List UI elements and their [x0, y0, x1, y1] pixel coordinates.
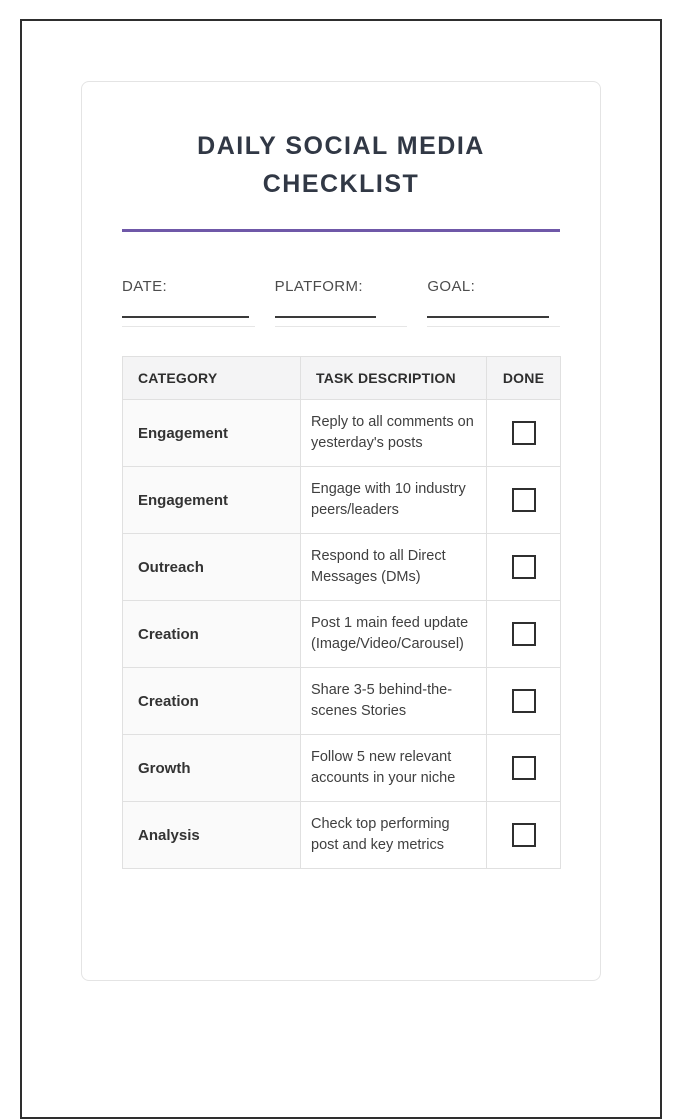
- category-cell: Creation: [123, 601, 301, 668]
- task-cell: Check top performing post and key metrics: [301, 802, 487, 869]
- done-checkbox[interactable]: [512, 421, 536, 445]
- checklist-tbody: [123, 400, 561, 869]
- document-frame: [20, 19, 662, 1119]
- table-row: [123, 735, 561, 802]
- field-label: GOAL:: [427, 278, 476, 295]
- done-checkbox[interactable]: [512, 689, 536, 713]
- category-cell: Outreach: [123, 534, 301, 601]
- field-blank-line[interactable]: [427, 316, 560, 327]
- handwriting-line: [427, 316, 549, 318]
- done-cell: [487, 668, 561, 735]
- checklist-table: [122, 356, 561, 869]
- done-checkbox[interactable]: [512, 756, 536, 780]
- header-done: DONE: [487, 357, 561, 400]
- category-cell: Analysis: [123, 802, 301, 869]
- done-cell: [487, 400, 561, 467]
- fields-row: [122, 278, 560, 327]
- category-cell: Creation: [123, 668, 301, 735]
- checklist-card: [81, 81, 601, 981]
- task-cell: Post 1 main feed update (Image/Video/Carousel): [301, 601, 487, 668]
- header-category: CATEGORY: [123, 357, 301, 400]
- done-checkbox[interactable]: [512, 823, 536, 847]
- handwriting-line: [122, 316, 249, 318]
- field-label: PLATFORM:: [274, 278, 363, 295]
- task-cell: Share 3-5 behind-the-scenes Stories: [301, 668, 487, 735]
- title-divider: [122, 229, 560, 232]
- page-title: DAILY SOCIAL MEDIA CHECKLIST: [197, 132, 485, 198]
- table-row: [123, 467, 561, 534]
- task-cell: Engage with 10 industry peers/leaders: [301, 467, 487, 534]
- category-cell: Engagement: [123, 467, 301, 534]
- table-row: [123, 601, 561, 668]
- done-checkbox[interactable]: [512, 555, 536, 579]
- done-cell: [487, 467, 561, 534]
- done-checkbox[interactable]: [512, 488, 536, 512]
- task-cell: Respond to all Direct Messages (DMs): [301, 534, 487, 601]
- form-field: [122, 278, 255, 327]
- task-cell: Reply to all comments on yesterday's posts: [301, 400, 487, 467]
- category-cell: Growth: [123, 735, 301, 802]
- field-blank-line[interactable]: [122, 316, 255, 327]
- table-row: [123, 802, 561, 869]
- done-checkbox[interactable]: [512, 622, 536, 646]
- done-cell: [487, 601, 561, 668]
- field-label: DATE:: [122, 278, 168, 295]
- category-cell: Engagement: [123, 400, 301, 467]
- table-header: [123, 357, 561, 400]
- table-row: [123, 400, 561, 467]
- done-cell: [487, 802, 561, 869]
- table-row: [123, 534, 561, 601]
- table-row: [123, 668, 561, 735]
- header-task-description: TASK DESCRIPTION: [301, 357, 487, 400]
- form-field: [275, 278, 408, 327]
- task-cell: Follow 5 new relevant accounts in your niche: [301, 735, 487, 802]
- handwriting-line: [275, 316, 376, 318]
- field-blank-line[interactable]: [275, 316, 408, 327]
- done-cell: [487, 735, 561, 802]
- form-field: [427, 278, 560, 327]
- done-cell: [487, 534, 561, 601]
